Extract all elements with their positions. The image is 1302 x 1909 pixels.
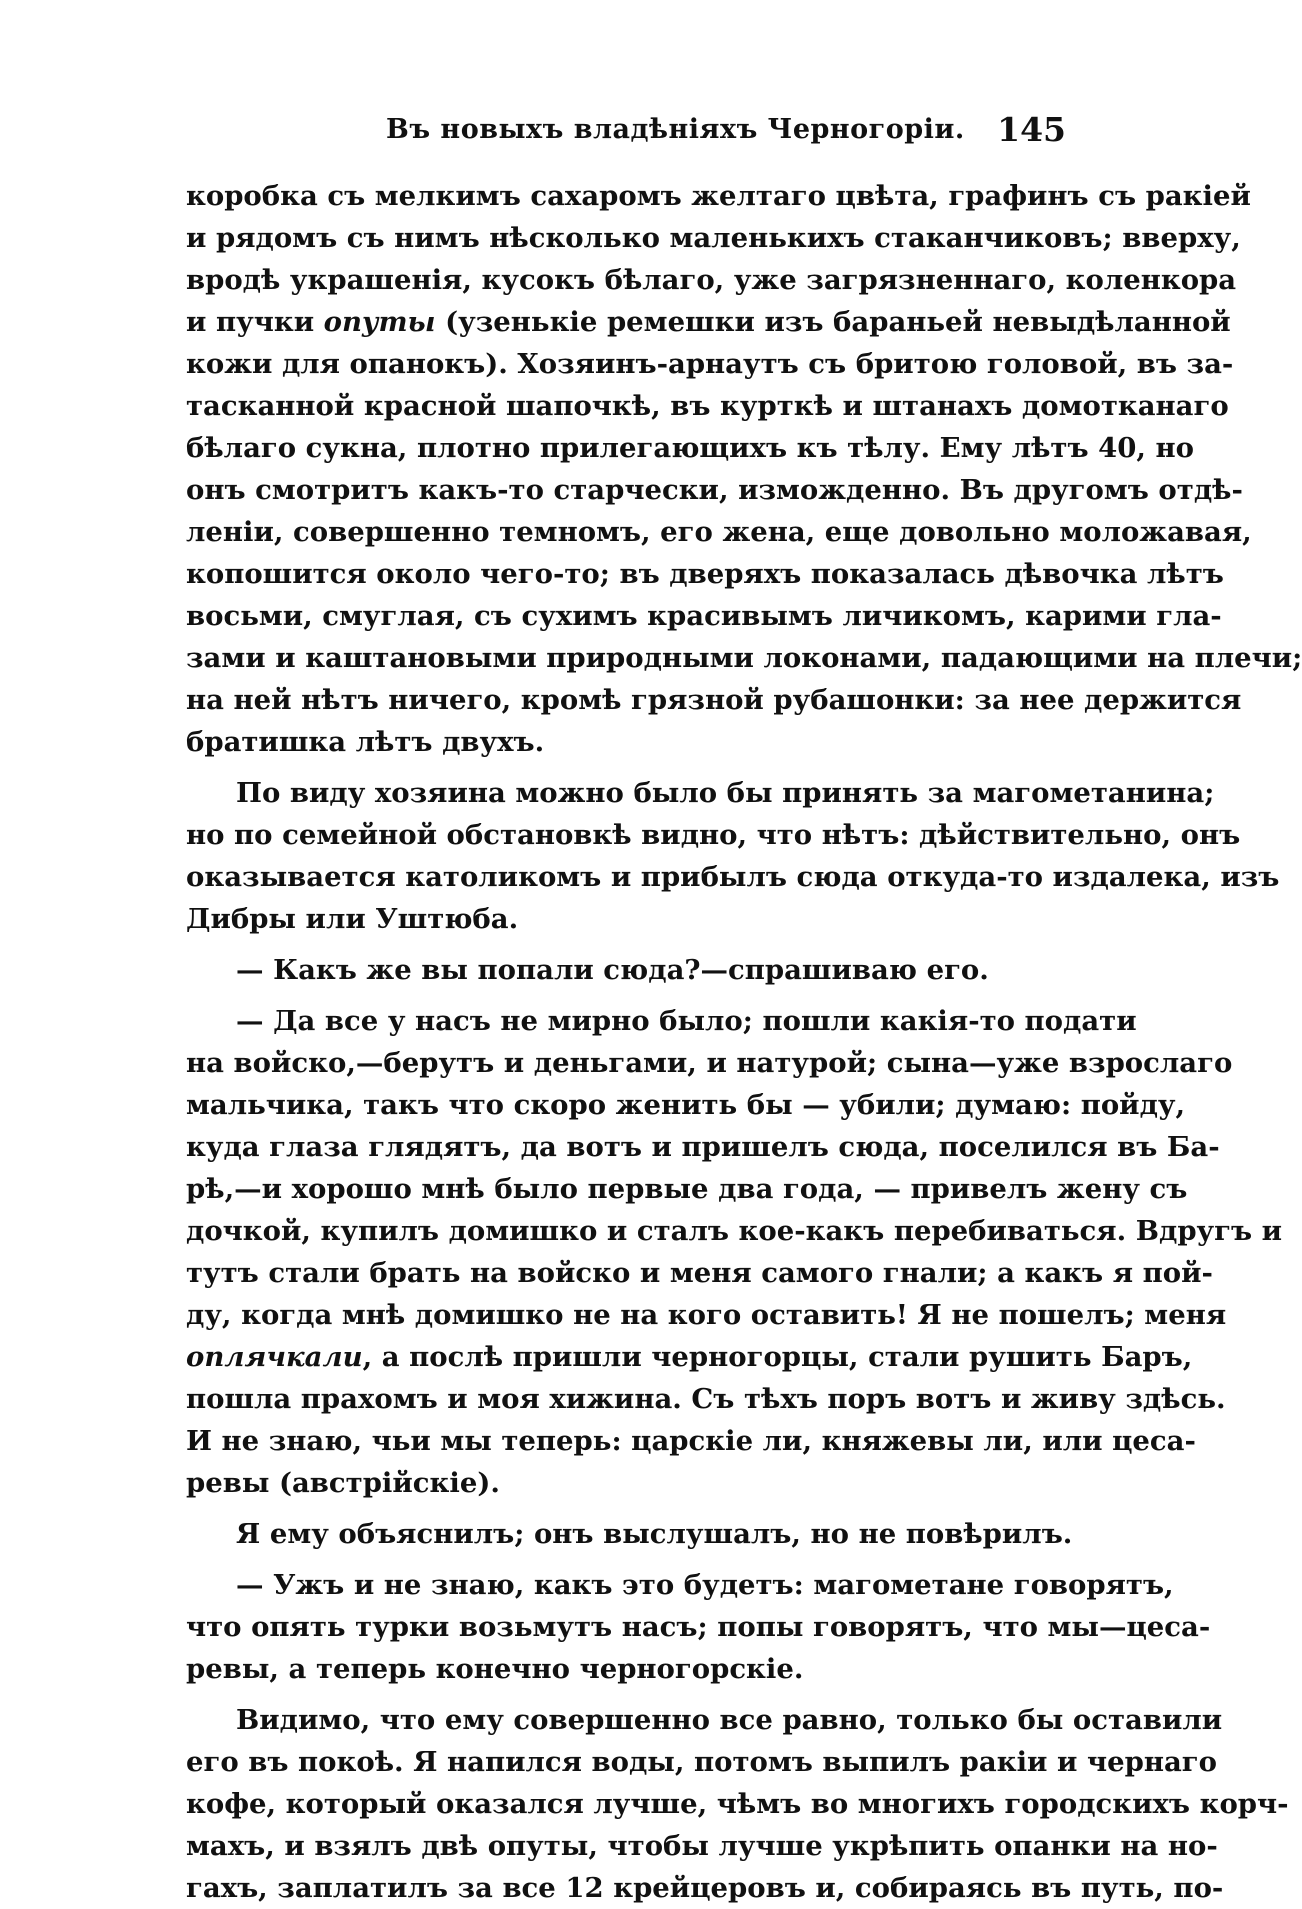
paragraph-gap [186, 940, 1066, 949]
text-segment: (узенькіе ремешки изъ бараньей невыдѣланной [435, 306, 1231, 338]
paragraph-gap [186, 991, 1066, 1000]
text-line: куда глаза глядятъ, да вотъ и пришелъ сюда, поселился въ Ба- [186, 1131, 1220, 1163]
text-line: ду, когда мнѣ домишко не на кого оставить! Я не пошелъ; меня [186, 1299, 1227, 1331]
text-line: махъ, и взялъ двѣ опуты, чтобы лучше укрѣпить опанки на но- [186, 1830, 1218, 1862]
text-line: братишка лѣтъ двухъ. [186, 726, 545, 758]
paragraph-gap [186, 763, 1066, 772]
text-line: мальчика, такъ что скоро женить бы — убили; думаю: пойду, [186, 1089, 1186, 1121]
text-line: на ней нѣтъ ничего, кромѣ грязной рубашонки: за нее держится [186, 684, 1242, 716]
text-line: И не знаю, чьи мы теперь: царскіе ли, княжевы ли, или цеса- [186, 1425, 1196, 1457]
italic-term: опуты [323, 306, 436, 338]
text-line: вродѣ украшенія, кусокъ бѣлаго, уже загрязненнаго, коленкора [186, 264, 1237, 296]
text-line: коробка съ мелкимъ сахаромъ желтаго цвѣта, графинъ съ ракіей [186, 180, 1251, 212]
text-line: копошится около чего-то; въ дверяхъ показалась дѣвочка лѣтъ [186, 558, 1224, 590]
text-line: и рядомъ съ нимъ нѣсколько маленькихъ стаканчиковъ; вверху, [186, 222, 1241, 254]
running-title: Въ новыхъ владѣніяхъ Черногоріи. [386, 114, 965, 145]
paragraph-gap [186, 1555, 1066, 1564]
text-line: ревы (австрійскіе). [186, 1467, 500, 1499]
text-line: оказывается католикомъ и прибылъ сюда откуда-то издалека, изъ [186, 861, 1280, 893]
text-line: Видимо, что ему совершенно все равно, только бы оставили [236, 1704, 1223, 1736]
text-line: тутъ стали брать на войско и меня самого гнали; а какъ я пой- [186, 1257, 1213, 1289]
text-line: восьми, смуглая, съ сухимъ красивымъ личикомъ, карими гла- [186, 600, 1222, 632]
text-line: кожи для опанокъ). Хозяинъ-арнаутъ съ бритою головой, въ за- [186, 348, 1234, 380]
paragraph-gap [186, 1690, 1066, 1699]
text-line [186, 301, 1231, 343]
text-line: Дибры или Уштюба. [186, 903, 519, 935]
text-line: — Ужъ и не знаю, какъ это будетъ: магометане говорятъ, [236, 1569, 1174, 1601]
text-line: — Какъ же вы попали сюда?—спрашиваю его. [236, 954, 989, 986]
text-line: бѣлаго сукна, плотно прилегающихъ къ тѣлу. Ему лѣтъ 40, но [186, 432, 1195, 464]
running-head [186, 110, 1066, 154]
text-line: но по семейной обстановкѣ видно, что нѣтъ: дѣйствительно, онъ [186, 819, 1241, 851]
text-line: кофе, который оказался лучше, чѣмъ во многихъ городскихъ корч- [186, 1788, 1289, 1820]
text-line [186, 1336, 1193, 1378]
text-line: онъ смотритъ какъ-то старчески, изможденно. Въ другомъ отдѣ- [186, 474, 1243, 506]
text-line: рѣ,—и хорошо мнѣ было первые два года, — привелъ жену съ [186, 1173, 1188, 1205]
text-line: что опять турки возьмутъ насъ; попы говорятъ, что мы—цеса- [186, 1611, 1211, 1643]
text-line: тасканной красной шапочкѣ, въ курткѣ и штанахъ домотканаго [186, 390, 1229, 422]
text-segment: и пучки [186, 306, 324, 338]
text-line: его въ покоѣ. Я напился воды, потомъ выпилъ ракіи и чернаго [186, 1746, 1217, 1778]
text-line: — Да все у насъ не мирно было; пошли какія-то подати [236, 1005, 1137, 1037]
italic-term: оплячкали [186, 1341, 363, 1373]
text-line: пошла прахомъ и моя хижина. Съ тѣхъ поръ вотъ и живу здѣсь. [186, 1383, 1226, 1415]
text-line: ревы, а теперь конечно черногорскіе. [186, 1653, 804, 1685]
text-line: леніи, совершенно темномъ, его жена, еще довольно моложавая, [186, 516, 1252, 548]
text-segment: , а послѣ пришли черногорцы, стали рушить Баръ, [362, 1341, 1193, 1373]
text-line: зами и каштановыми природными локонами, падающими на плечи; [186, 642, 1302, 674]
page-number: 145 [997, 110, 1066, 149]
text-line: Я ему объяснилъ; онъ выслушалъ, но не повѣрилъ. [236, 1518, 1073, 1550]
body-text [186, 175, 1302, 1904]
paragraph-gap [186, 1504, 1066, 1513]
text-line: гахъ, заплатилъ за все 12 крейцеровъ и, собираясь въ путь, по- [186, 1872, 1224, 1904]
text-line: на войско,—берутъ и деньгами, и натурой; сына—уже взрослаго [186, 1047, 1233, 1079]
text-line: дочкой, купилъ домишко и сталъ кое-какъ перебиваться. Вдругъ и [186, 1215, 1283, 1247]
text-line: По виду хозяина можно было бы принять за магометанина; [236, 777, 1215, 809]
